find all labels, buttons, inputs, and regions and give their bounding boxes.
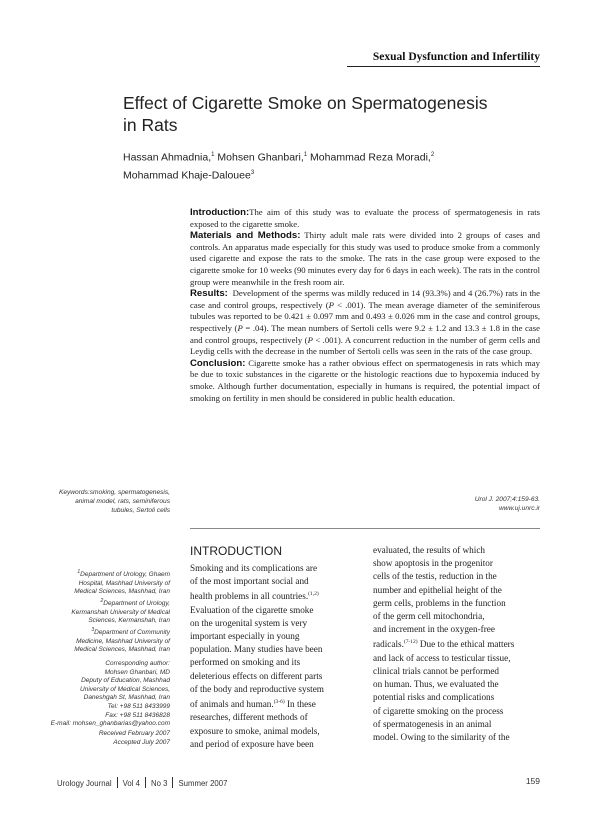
abstract-divider [190,528,540,529]
abstract-methods-text: Thirty adult male rats were divided into 2 groups of cases and controls. An apparatus made especially for this study was used to produce smoke from a commonly used cigarette and expose the rats to the smoke. The rats in the case group were exposed to the cigarette smoke for 10 weeks (90 minutes every day for 6 days in each week). The rats in the control group were meanwhile in the fresh room air. [190,230,540,287]
intro-line: number and epithelial height of the [373,584,502,595]
keywords-text-1: smoking, spermatogenesis, [89,489,170,496]
abstract-results-text-3: = .04). The mean numbers of Sertoli cells were 9.2 ± 1.2 and 13.3 ± 1.8 in the case and control groups, respectively ( [190,322,540,345]
abstract-conclusion-text: Cigarette smoke has a rather obvious effect on spermatogenesis in rats which may be due to toxic substances in the cigarette or the histologic reactions due to hypoxemia induced by smoke. Although further documentation, especially in humans is required, the potential impact of smoking on fertility in men should be considered in public health education. [190,357,541,403]
abstract-results [190,288,540,358]
reference-citation: (3-6) [273,699,285,706]
introduction-column-1 [190,562,348,751]
affiliation-2-text-2: Kermanshah University of Medical [71,608,170,616]
corresponding-address-2: University of Medical Sciences, [80,685,170,693]
author-4-affil: 3 [250,169,255,176]
intro-text: radicals. [373,639,404,650]
affiliation-2-text-1: Department of Urology, [103,600,170,608]
intro-line: of cigarette smoking on the process [373,705,504,716]
affiliation-2-mark: 2 [100,597,104,604]
affiliation-3-text-2: Medicine, Mashhad University of [76,637,170,645]
affiliation-3-line-1 [30,626,170,638]
accepted-date: Accepted July 2007 [113,738,170,746]
author-3-affil: 2 [430,152,435,158]
article-dates [30,730,170,747]
intro-line: exposure to smoke, animal models, [190,725,320,736]
intro-text: health problems in all countries. [190,591,309,602]
intro-line: cells of the testis, reduction in the [373,571,497,582]
intro-line [190,588,348,603]
abstract-conclusion [190,358,540,404]
section-heading: Sexual Dysfunction and Infertility [372,51,540,63]
intro-line: researches, different methods of [190,712,308,723]
citation-reference: Urol J. 2007;4:159-63. [474,496,540,503]
corresponding-tel: Tel: +98 511 8433999 [107,702,170,710]
corresponding-address-1: Deputy of Education, Mashhad [81,677,170,685]
intro-text: In these [284,699,316,710]
intro-line: Evaluation of the cigarette smoke [190,604,314,615]
citation [360,495,540,513]
keywords [40,488,170,515]
author-2-affil: 1 [303,152,308,158]
abstract-conclusion-heading: Conclusion: [190,357,246,369]
received-date: Received February 2007 [98,730,170,737]
abstract [190,207,540,404]
intro-text: Due to the ethical matters [417,639,515,650]
header-rule [347,66,540,67]
intro-line: germ cells, problems in the function [373,597,506,608]
intro-line: of the most important social and [190,576,309,587]
keywords-text-3: tubules, Sertoli cells [111,507,170,514]
abstract-methods-heading: Materials and Methods: [190,230,301,242]
footer-volume: Vol 4 [122,779,140,788]
intro-line: of the body and reproductive system [190,683,324,694]
title-line-2: in Rats [123,115,178,135]
footer-separator [172,777,173,788]
footer-date: Summer 2007 [178,779,228,788]
intro-line: show apoptosis in the progenitor [373,558,493,569]
affiliation-1-text-1: Department of Urology, Ghaem [80,571,170,579]
intro-line: on the urogenital system is very [190,617,308,628]
affiliation-3-text-3: Medical Sciences, Mashhad, Iran [74,646,170,654]
intro-line [373,636,540,651]
intro-line: and period of exposure have been [190,738,314,749]
corresponding-fax: Fax: +98 511 8436828 [105,711,170,719]
journal-website: www.uj.unrc.ir [498,505,540,512]
footer-separator [145,777,146,788]
title-line-1: Effect of Cigarette Smoke on Spermatogenesis [123,93,488,113]
affiliation-3-mark: 3 [91,626,95,633]
intro-line: potential risks and complications [373,692,495,703]
abstract-methods [190,230,540,288]
affiliations [30,568,170,655]
p-value-symbol-2: P [237,322,243,333]
intro-line: model. Owing to the similarity of the [373,731,510,742]
intro-line: evaluated, the results of which [373,545,485,555]
abstract-results-text-4: < .001). A concurrent reduction in the number of germ cells and Leydig cells with the decrease in the number of Sertoli cells was seen in the rats of the case group. [190,334,540,357]
affiliation-1-text-2: Hospital, Mashhad University of [78,579,170,587]
page-number: 159 [525,776,540,786]
intro-line: and lack of access to testicular tissue, [373,652,511,663]
intro-line: deleterious effects on different parts [190,670,323,681]
footer-issue: No 3 [150,779,168,788]
intro-line: Smoking and its complications are [190,563,318,573]
reference-citation: (1,2) [308,591,319,598]
reference-citation: (7-12) [403,639,418,646]
affiliation-1-text-3: Medical Sciences, Mashhad, Iran [74,588,170,596]
corresponding-email: E-mail: mohsen_ghanbarias@yahoo.com [50,720,170,728]
author-4: Mohammad Khaje-Dalouee [123,169,251,181]
intro-line [190,696,348,711]
intro-line: population. Many studies have been [190,644,323,655]
page-footer [57,777,357,788]
author-list [123,148,543,183]
corresponding-author [30,660,170,729]
footer-separator [117,777,118,788]
intro-text: of animals and human. [190,699,274,710]
author-1: Hassan Ahmadnia, [123,151,212,164]
abstract-results-heading: Results: [190,288,228,300]
corresponding-label: Corresponding author: [105,660,170,667]
abstract-results-text-2: < .001). The mean average diameter of the seminiferous tubules was reported to be 0.421 ± 0.097 mm and 0.493 ± 0.026 mm in the case and control groups, respectively ( [190,299,540,333]
authors-line-2 [123,166,543,184]
author-1-affil: 1 [211,152,215,158]
article-title [123,92,543,136]
p-value-symbol-1: P [328,299,334,310]
intro-line: clinical trials cannot be performed [373,665,500,676]
corresponding-name: Mohsen Ghanbari, MD [104,668,170,676]
intro-line: and increment in the oxygen-free [373,624,495,635]
keywords-text-2: animal model, rats, seminiferous [75,498,170,505]
abstract-introduction-text: The aim of this study was to evaluate the process of spermatogenesis in rats exposed to the cigarette smoke. [190,207,540,229]
intro-line: on human. Thus, we evaluated the [373,679,499,690]
corresponding-address-3: Daneshgah St, Mashhad, Iran [83,694,170,702]
abstract-introduction-heading: Introduction: [190,207,250,218]
affiliation-2-line-1 [30,597,170,609]
keywords-label: Keywords: [58,489,90,496]
intro-line: of spermatogenesis in an animal [373,718,492,729]
affiliation-2-text-3: Sciences, Kermanshah, Iran [88,617,170,625]
introduction-heading: INTRODUCTION [190,544,282,558]
introduction-column-2 [373,544,540,744]
intro-line: important especially in young [190,631,300,642]
footer-journal: Urology Journal [57,779,112,788]
abstract-results-text-1: Development of the sperms was mildly reduced in 14 (93.3%) and 4 (26.7%) rats in the case and control groups, respectively ( [190,288,540,310]
intro-line: of the germ cell mitochondria, [373,611,485,622]
affiliation-1-mark: 1 [77,569,81,575]
author-3: Mohammad Reza Moradi, [307,151,431,164]
affiliation-3-text-1: Department of Community [94,629,170,637]
author-2: Mohsen Ghanbari, [214,151,304,164]
keywords-line-1 [40,488,170,497]
p-value-symbol-3: P [307,334,313,345]
affiliation-1-line-1 [30,568,170,580]
authors-line-1 [123,148,543,166]
intro-line: performed on smoking and its [190,657,301,668]
abstract-introduction [190,207,540,230]
